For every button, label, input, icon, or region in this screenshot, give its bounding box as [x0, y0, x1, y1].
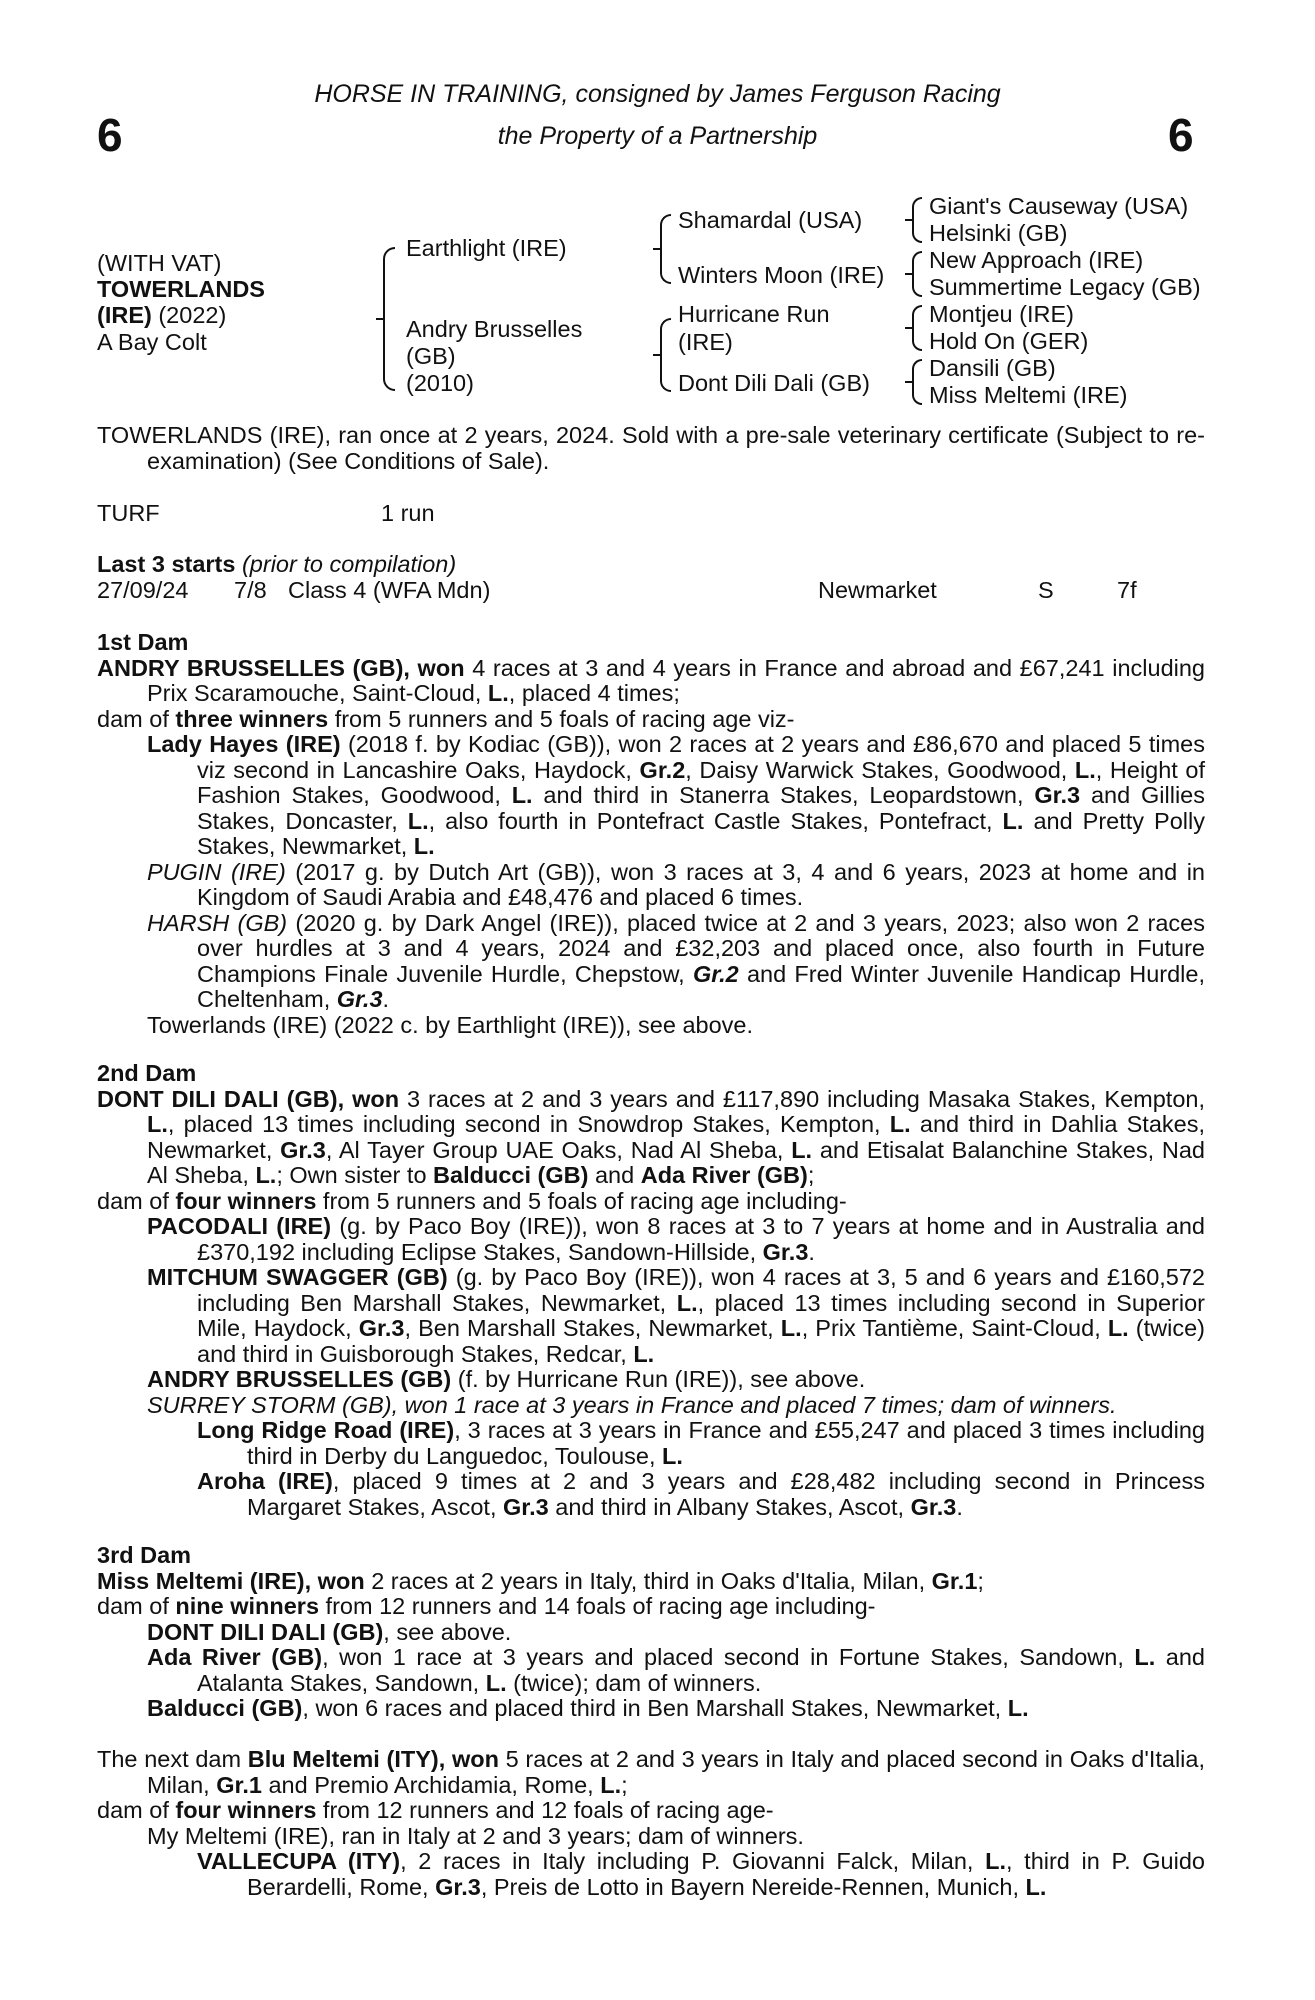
text: (2017 g. by Dutch Art (GB)), won 3 races at 3, 4 and 6 years, 2023 at home and in Kingdom of Saudi Arabia and £48,476 and placed 6 times. [197, 858, 1205, 910]
produce-name: MITCHUM SWAGGER (GB) [147, 1264, 448, 1290]
grade-mark: Gr.3 [280, 1136, 326, 1163]
last-starts-note: (prior to compilation) [235, 551, 457, 577]
text: 5 races at 2 and 3 years in Italy and placed second in Oaks d'Italia, Milan, [147, 1746, 1205, 1798]
produce-my-meltemi: My Meltemi (IRE), ran in Italy at 2 and 3 years; dam of winners. [147, 1822, 804, 1849]
summary-block [97, 423, 1205, 474]
second-dam-produce [97, 1189, 1205, 1215]
produce-towerlands: Towerlands (IRE) (2022 c. by Earthlight (IRE)), see above. [147, 1011, 754, 1038]
text: , also fourth in Pontefract Castle Stakes, Pontefract, [428, 807, 1003, 834]
text: , won 6 races and placed third in Ben Marshall Stakes, Newmarket, [302, 1695, 1008, 1721]
grade-mark: Gr.3 [503, 1493, 549, 1520]
text: 4 races at 3 and 4 years in France and abroad and £67,241 including Prix Scaramouche, Saint-Cloud, [147, 654, 1205, 706]
text: from 12 runners and 14 foals of racing age including- [319, 1593, 876, 1619]
produce-name: DONT DILI DALI (GB) [147, 1618, 384, 1645]
listed-mark: L. [255, 1162, 277, 1188]
text: , Al Tayer Group UAE Oaks, Nad Al Sheba, [325, 1136, 792, 1163]
produce-name: Balducci (GB) [147, 1695, 303, 1721]
consignor-line: HORSE IN TRAINING, consigned by James Ferguson Racing [314, 80, 1001, 108]
text: , placed 13 times including second in Snowdrop Stakes, Kempton, [167, 1111, 890, 1137]
text: and third in Albany Stakes, Ascot, [548, 1493, 911, 1520]
start-course: Newmarket [818, 577, 937, 603]
text: , Daisy Warwick Stakes, Goodwood, [685, 756, 1075, 783]
text: and Pretty Polly Stakes, Newmarket, [197, 807, 1205, 859]
listed-mark: L. [147, 1111, 168, 1137]
listed-mark: L. [1025, 1873, 1047, 1900]
next-dam-section [97, 1747, 1205, 1900]
winners-count: three winners [175, 705, 329, 732]
produce-name: ANDRY BRUSSELLES (GB) [147, 1366, 452, 1392]
listed-mark: L. [1002, 807, 1024, 834]
second-dam-name: DONT DILI DALI (GB), won [97, 1085, 400, 1112]
sire-sire: Shamardal (USA) [678, 207, 863, 233]
text: (g. by Paco Boy (IRE)), won 8 races at 3 to 7 years at home and in Australia and £370,192 including Eclipse Stakes, Sandown-Hillside, [197, 1213, 1205, 1265]
text: dam of [97, 1797, 176, 1823]
text: , third in P. Guido Berardelli, Rome, [247, 1848, 1205, 1900]
text: , 3 races at 3 years in France and £55,247 and placed 3 times including third in Derby du Languedoc, Toulouse, [247, 1417, 1205, 1469]
grade-mark: Gr.3 [435, 1873, 481, 1900]
second-dam-record [97, 1087, 1205, 1189]
text: , won 1 race at 3 years in France and placed 7 times; dam of winners. [391, 1391, 1117, 1418]
produce-name: Aroha (IRE) [197, 1468, 333, 1494]
start-date: 27/09/24 [97, 577, 189, 603]
start-distance: 7f [1117, 577, 1137, 603]
listed-mark: L. [676, 1289, 698, 1316]
listed-mark: L. [633, 1340, 655, 1367]
next-dam-produce [97, 1798, 1205, 1824]
text: . [808, 1238, 815, 1265]
listed-mark: L. [511, 782, 533, 808]
lot-number-right: 6 [1168, 109, 1194, 161]
text: and Gillies Stakes, Doncaster, [197, 782, 1205, 834]
winners-count: four winners [175, 1797, 317, 1823]
grade-mark: Gr.3 [910, 1493, 957, 1520]
grandproduce-aroha [97, 1469, 1205, 1520]
produce-name: PUGIN (IRE) [147, 858, 286, 885]
listed-mark: L. [1134, 1644, 1156, 1670]
produce-pugin [97, 860, 1205, 911]
text: , see above. [383, 1618, 512, 1645]
brace-gen3-2 [912, 251, 922, 297]
ssd: Helsinki (GB) [929, 220, 1068, 246]
sibling-name: Balducci (GB) [433, 1162, 589, 1188]
listed-mark: L. [485, 1669, 507, 1696]
last-starts-title: Last 3 starts [97, 551, 236, 577]
text: ; [807, 1162, 815, 1188]
vat-label: (WITH VAT) [97, 250, 222, 276]
text: and Fred Winter Juvenile Handicap Hurdle, Cheltenham, [197, 960, 1205, 1012]
produce-balducci [97, 1696, 1205, 1722]
winners-count: four winners [175, 1187, 317, 1214]
produce-name: Lady Hayes (IRE) [147, 731, 341, 757]
third-dam-record [97, 1569, 1205, 1595]
dds: Dansili (GB) [929, 355, 1056, 381]
sds: New Approach (IRE) [929, 247, 1144, 273]
produce-name: Long Ridge Road (IRE) [197, 1417, 455, 1443]
first-dam-heading: 1st Dam [97, 629, 189, 655]
third-dam-section [97, 1543, 1205, 1722]
sibling-name: Ada River (GB) [640, 1162, 808, 1188]
text: , Ben Marshall Stakes, Newmarket, [404, 1315, 781, 1341]
dss: Montjeu (IRE) [929, 301, 1074, 327]
first-dam-name: ANDRY BRUSSELLES (GB), won [97, 654, 465, 681]
text: and Atalanta Stakes, Sandown, [197, 1644, 1205, 1696]
produce-lady-hayes [97, 732, 1205, 860]
dam-sire-line2: (IRE) [678, 329, 733, 355]
grade-mark: Gr.2 [639, 756, 686, 783]
start-going: S [1038, 577, 1054, 603]
text: The next dam [97, 1746, 248, 1772]
horse-country-year [97, 303, 226, 329]
second-dam-heading: 2nd Dam [97, 1060, 197, 1086]
text: , 2 races in Italy including P. Giovanni Falck, Milan, [400, 1848, 986, 1874]
next-dam-record [97, 1747, 1205, 1798]
grade-mark: Gr.1 [216, 1771, 262, 1798]
produce-name: HARSH (GB) [147, 909, 288, 936]
listed-mark: L. [487, 680, 509, 706]
grade-mark: Gr.3 [358, 1315, 405, 1341]
listed-mark: L. [600, 1771, 622, 1798]
turf-label: TURF [97, 500, 160, 526]
next-dam-name: Blu Meltemi (ITY), won [247, 1746, 499, 1772]
listed-mark: L. [662, 1442, 683, 1469]
dam-line2: (GB) [406, 343, 456, 369]
text: , Height of Fashion Stakes, Goodwood, [197, 756, 1206, 808]
property-line: the Property of a Partnership [497, 122, 818, 150]
text: (g. by Paco Boy (IRE)), won 4 races at 3, 5 and 6 years and £160,572 including Ben Marshall Stakes, Newmarket, [197, 1264, 1206, 1316]
first-dam-produce [97, 707, 1205, 733]
text: from 12 runners and 12 foals of racing age- [316, 1797, 774, 1823]
first-dam-record [97, 656, 1205, 707]
text: ; Own sister to [276, 1162, 434, 1188]
text: and Etisalat Balanchine Stakes, Nad Al Sheba, [147, 1136, 1205, 1188]
text: 2 races at 2 years in Italy, third in Oaks d'Italia, Milan, [364, 1567, 932, 1594]
grandproduce-long-ridge-road [97, 1418, 1205, 1469]
text: , placed 4 times; [508, 680, 680, 706]
listed-mark: L. [1074, 756, 1096, 783]
winners-count: nine winners [175, 1593, 320, 1619]
third-dam-name: Miss Meltemi (IRE), won [97, 1567, 365, 1594]
text: and [588, 1162, 641, 1188]
grade-mark: Gr.1 [931, 1567, 978, 1594]
listed-mark: L. [413, 833, 435, 859]
grade-mark: Gr.3 [1034, 782, 1081, 808]
text: and third in Stanerra Stakes, Leopardstown, [532, 782, 1035, 808]
produce-name: Ada River (GB) [147, 1644, 323, 1670]
sire: Earthlight (IRE) [406, 235, 567, 261]
dsd: Hold On (GER) [929, 328, 1089, 354]
horse-year: (2022) [151, 302, 227, 328]
text: and third in Dahlia Stakes, Newmarket, [147, 1111, 1205, 1163]
dam-line3: (2010) [406, 370, 474, 396]
produce-ada-river [97, 1645, 1205, 1696]
produce-name: SURREY STORM (GB) [147, 1391, 392, 1418]
produce-mitchum-swagger [97, 1265, 1205, 1367]
text: ; [977, 1567, 984, 1594]
listed-mark: L. [407, 807, 429, 834]
dam-dam: Dont Dili Dali (GB) [678, 370, 870, 396]
text: . [382, 986, 390, 1012]
produce-pacodali [97, 1214, 1205, 1265]
text: from 5 runners and 5 foals of racing age viz- [328, 705, 795, 732]
text: , Prix Tantième, Saint-Cloud, [801, 1315, 1108, 1341]
text: , placed 9 times at 2 and 3 years and £28,482 including second in Princess Margaret Stakes, Ascot, [247, 1468, 1206, 1520]
brace-dam [660, 318, 671, 392]
third-dam-heading: 3rd Dam [97, 1542, 192, 1568]
first-dam-section [97, 630, 1205, 1038]
ddd: Miss Meltemi (IRE) [929, 382, 1128, 408]
dam-sire-line1: Hurricane Run [678, 301, 830, 327]
grade-mark: Gr.3 [336, 986, 383, 1012]
text: , won 1 race at 3 years and placed second in Fortune Stakes, Sandown, [322, 1644, 1135, 1670]
produce-harsh [97, 911, 1205, 1013]
text: from 5 runners and 5 foals of racing age including- [316, 1187, 847, 1214]
horse-country: (IRE) [97, 302, 152, 328]
brace-gen3-4 [912, 359, 922, 405]
listed-mark: L. [1007, 1695, 1029, 1721]
listed-mark: L. [791, 1136, 813, 1163]
dam-line1: Andry Brusselles [406, 316, 583, 342]
produce-dont-dili-dali [97, 1620, 1205, 1646]
second-dam-section [97, 1061, 1205, 1520]
horse-description: A Bay Colt [97, 329, 207, 355]
text: ; [621, 1771, 628, 1798]
grade-mark: Gr.2 [692, 960, 739, 987]
text: , placed 13 times including second in Superior Mile, Haydock, [197, 1289, 1206, 1341]
listed-mark: L. [985, 1848, 1006, 1874]
text: (2020 g. by Dark Angel (IRE)), placed twice at 2 and 3 years, 2023; also won 2 races over hurdles at 3 and 4 years, 2024 and £32,203 and placed once, also fourth in Future Champions Finale Juvenile Hurdle, Chepstow, [197, 909, 1205, 987]
listed-mark: L. [1107, 1315, 1129, 1341]
produce-surrey-storm [97, 1393, 1205, 1419]
turf-runs: 1 run [381, 500, 435, 526]
text: (f. by Hurricane Run (IRE)), see above. [451, 1366, 866, 1392]
third-dam-produce [97, 1594, 1205, 1620]
text: dam of [97, 1593, 176, 1619]
brace-gen3-3 [912, 305, 922, 351]
text: . [956, 1493, 963, 1520]
text: 3 races at 2 and 3 years and £117,890 including Masaka Stakes, Kempton, [399, 1085, 1205, 1112]
produce-name: PACODALI (IRE) [147, 1213, 332, 1239]
sire-dam: Winters Moon (IRE) [678, 262, 885, 288]
listed-mark: L. [889, 1111, 911, 1137]
grandproduce-vallecupa [97, 1849, 1205, 1900]
grade-mark: Gr.3 [762, 1238, 809, 1265]
text: and Premio Archidamia, Rome, [261, 1771, 601, 1798]
horse-name: TOWERLANDS [97, 276, 265, 302]
text: (twice); dam of winners. [506, 1669, 762, 1696]
sss: Giant's Causeway (USA) [929, 193, 1189, 219]
lot-number-left: 6 [97, 109, 123, 161]
produce-andry-brusselles [97, 1367, 1205, 1393]
brace-sire [660, 214, 671, 284]
text: dam of [97, 705, 176, 732]
text: (2018 f. by Kodiac (GB)), won 2 races at 2 years and £86,670 and placed 5 times viz second in Lancashire Oaks, Haydock, [197, 731, 1205, 783]
text: dam of [97, 1187, 176, 1214]
start-position: 7/8 [234, 577, 267, 603]
brace-gen3-1 [912, 197, 922, 243]
start-race: Class 4 (WFA Mdn) [288, 577, 491, 603]
produce-name: VALLECUPA (ITY) [197, 1848, 401, 1874]
text: , Preis de Lotto in Bayern Nereide-Rennen, Munich, [480, 1873, 1026, 1900]
text: (twice) and third in Guisborough Stakes, Redcar, [197, 1315, 1205, 1367]
last-starts-heading [97, 552, 456, 578]
sdd: Summertime Legacy (GB) [929, 274, 1201, 300]
listed-mark: L. [780, 1315, 802, 1341]
summary-text: TOWERLANDS (IRE), ran once at 2 years, 2024. Sold with a pre-sale veterinary certificate (Subject to re-examination) (See Conditions of Sale). [97, 422, 1205, 474]
brace-gen1 [383, 247, 395, 391]
